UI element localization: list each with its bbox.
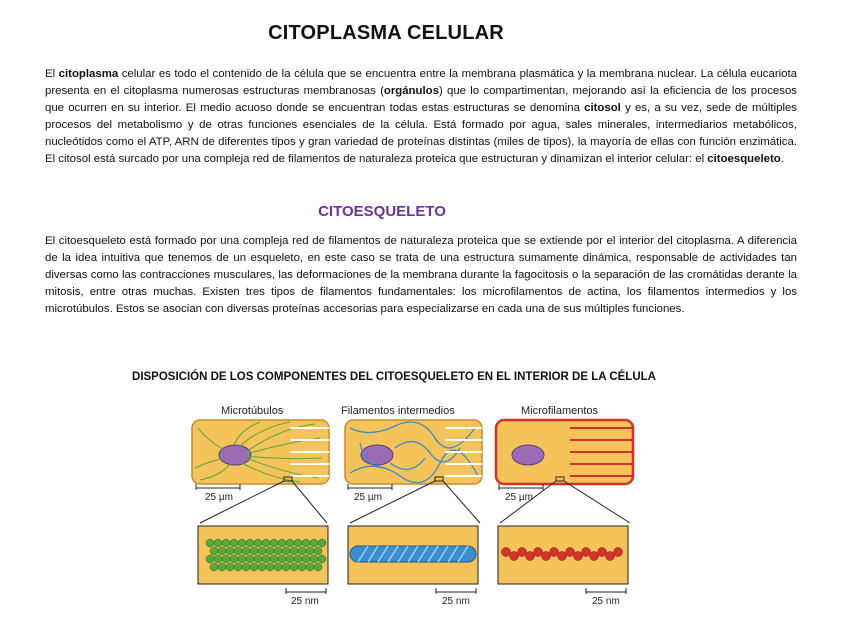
section-subtitle: CITOESQUELETO xyxy=(318,203,446,220)
text-run: y es, a su vez, sede de múltiples procesos del metabolismo y de otras funciones esenciales de la célula. Está formado por agua, sales minerales, intermediarios metabólicos, nucleótidos como el ATP, ARN de diferentes tipos y gran variedad de proteínas distintas (miles de tipos), la mayoría de ellas con función enzimática. El citosol está surcado por una compleja red de filamentos de naturaleza proteica que estructuran y dinamizan el interior celular: el xyxy=(45,102,798,165)
paragraph-citoesqueleto: El citoesqueleto está formado por una compleja red de filamentos de naturaleza proteica que se extiende por el interior del citoplasma. A diferencia de la idea intuitiva que tenemos de un esqueleto, en este caso se trata de una estructura sumamente dinámica, responsable de actividades tan diversas como las contracciones musculares, las deformaciones de la membrana durante la fagocitosis o la separación de las cromátidas derante la mitosis, entre otras muchas. Existen tres tipos de filamentos fundamentales: los microfilamentos de actina, los filamentos intermedios y los microtúbulos. Estos se asocian con diversas proteínas accesorias para especializarse en cada una de sus múltiples funciones. xyxy=(45,235,797,315)
text-run: . xyxy=(780,153,784,165)
panel-label-microfilamentos: Microfilamentos xyxy=(521,405,599,417)
bold-term: citoesqueleto xyxy=(707,153,781,165)
zoom-scale-1: 25 nm xyxy=(291,596,319,607)
cell-microfilamentos xyxy=(496,420,633,484)
cell-scale-2: 25 µm xyxy=(354,492,382,503)
text-run: celular es todo el contenido de la célula que se encuentra entre la membrana plasmática y la membrana nuclear. La célula eucariota presenta en el citoplasma numerosas estructuras membranosas ( xyxy=(45,68,797,97)
bold-term: citoplasma xyxy=(58,68,119,80)
cell-microtubulos xyxy=(192,420,329,484)
cell-scale-1: 25 µm xyxy=(205,492,233,503)
bold-term: orgánulos xyxy=(383,85,439,97)
panel-label-microtubulos: Microtúbulos xyxy=(221,405,284,417)
zoom-scale-2: 25 nm xyxy=(442,596,470,607)
panel-label-filamentos-intermedios: Filamentos intermedios xyxy=(341,405,455,417)
document-title: CITOPLASMA CELULAR xyxy=(268,22,504,44)
cytoskeleton-figure xyxy=(190,418,640,608)
cell-scale-3: 25 µm xyxy=(505,492,533,503)
text-run: El xyxy=(45,68,59,80)
zoom-filamento-intermedio xyxy=(348,526,478,584)
zoom-microfilamento xyxy=(498,526,628,584)
zoom-microtubulo xyxy=(198,526,328,584)
zoom-scale-3: 25 nm xyxy=(592,596,620,607)
figure-title: DISPOSICIÓN DE LOS COMPONENTES DEL CITOESQUELETO EN EL INTERIOR DE LA CÉLULA xyxy=(132,371,656,383)
cell-filamentos-intermedios xyxy=(345,420,482,484)
paragraph-citoplasma xyxy=(45,66,797,168)
bold-term: citosol xyxy=(584,102,621,114)
text-run: ) que lo compartimentan, mejorando así la eficiencia de los procesos que ocurren en su interior. El medio acuoso donde se encuentran todas estas estructuras se denomina xyxy=(45,85,797,114)
